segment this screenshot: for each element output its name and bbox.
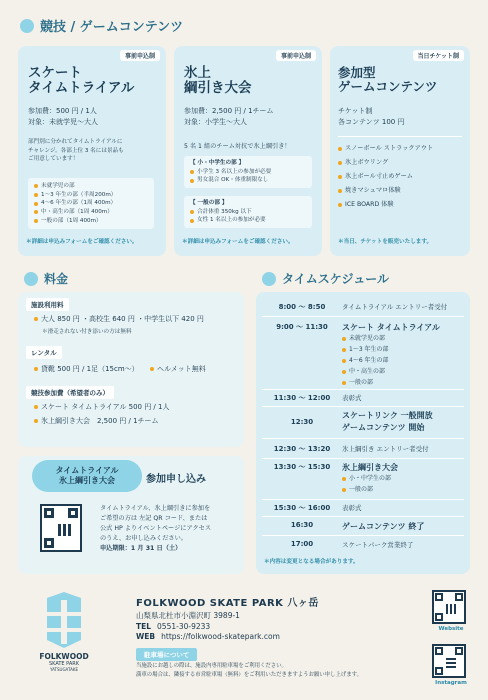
- bullet-icon: [34, 367, 38, 371]
- desc-text: 部門別に分かれてタイムトライアルに: [28, 139, 123, 145]
- facility-price: 大人 850 円 ・高校生 640 円 ・中学生以下 420 円: [41, 315, 204, 323]
- schedule-sub: 未就学児の部: [349, 335, 386, 342]
- venue-web: [136, 632, 280, 641]
- fee-text: 参加費：2,500 円 / 1チーム: [184, 107, 274, 115]
- apply-panel: [18, 456, 244, 574]
- schedule-event: タイムトライアル エントリー者受付: [342, 303, 448, 311]
- divider: [262, 389, 464, 390]
- schedule-time: 16:30: [290, 521, 314, 529]
- bullet-icon: [342, 337, 346, 341]
- schedule-event: スケートリンク 一般開放: [342, 411, 433, 420]
- venue-address: 山梨県北杜市小淵沢町 3989-1: [136, 611, 240, 620]
- qr-pattern-icon: [58, 524, 72, 536]
- schedule-event: 氷上綱引き大会: [342, 463, 398, 472]
- bullet-icon: [34, 184, 38, 188]
- schedule-row: [262, 322, 464, 388]
- apply-text: ご希望の方は 左記 QR コード、または: [100, 514, 208, 522]
- apply-badge: [32, 460, 142, 492]
- website-label: Website: [438, 626, 464, 632]
- desc-text: チャレンジ。各部上位 3 名には景品も: [28, 147, 124, 154]
- logo-subtext: YATSUGATAKE: [49, 667, 78, 672]
- bullet-icon: [338, 147, 342, 151]
- list-item: 氷上ボール寸止めゲーム: [345, 172, 413, 180]
- schedule-time: 11:30 〜 12:00: [273, 394, 331, 402]
- card-time-trial: [18, 46, 166, 256]
- bullet-icon: [342, 488, 346, 492]
- apply-badge-line2: 氷上綱引き大会: [59, 476, 115, 485]
- parking-text: 満車の場合は、隣接する市営駐車場（無料）をご利用いただきますようお願い申し上げます。: [136, 672, 362, 679]
- schedule-event: 氷上綱引き エントリー者受付: [342, 445, 429, 453]
- divider: [262, 316, 464, 317]
- rule-box-junior: [184, 156, 312, 188]
- schedule-time: 13:30 〜 15:30: [273, 463, 331, 471]
- bullet-icon: [338, 175, 342, 179]
- list-item: 4〜6 年生の部（1周 400m）: [41, 200, 117, 207]
- schedule-time: 12:30: [290, 418, 314, 426]
- qr-finder-icon: [44, 538, 54, 548]
- tag-badge: 事前申込制: [120, 50, 160, 61]
- card-title-line1: 氷上: [184, 65, 211, 81]
- facility-note: ＊滑走されない付き添いの方は無料: [42, 329, 132, 335]
- bullet-icon: [342, 348, 346, 352]
- target-text: 対象：未就学児〜大人: [28, 117, 98, 126]
- bullet-icon: [34, 219, 38, 223]
- list-item: 未就学児の部: [41, 183, 75, 189]
- schedule-row: [262, 503, 464, 513]
- bullet-icon: [150, 367, 154, 371]
- card-note: ＊詳細は申込みフォームをご確認ください。: [182, 239, 294, 245]
- card-note: ＊詳細は申込みフォームをご確認ください。: [26, 239, 138, 245]
- schedule-event: ゲームコンテンツ 開始: [342, 423, 425, 432]
- apply-title: 参加申し込み: [146, 474, 206, 485]
- fee-text: 参加費：500 円 / 1人: [28, 107, 97, 115]
- bullet-icon: [34, 210, 38, 214]
- list-item: 焼きマシュマロ体験: [345, 186, 401, 194]
- bullet-icon: [190, 210, 194, 214]
- website-qr-code[interactable]: [432, 590, 466, 624]
- schedule-sub: 一般の部: [349, 379, 374, 387]
- bullet-icon: [190, 219, 194, 223]
- divider: [262, 406, 464, 407]
- price-text: 各コンテンツ 100 円: [338, 117, 405, 126]
- qr-finder-icon: [435, 613, 443, 621]
- apply-deadline: 申込期限：1 月 31 日（土）: [100, 544, 182, 552]
- parking-heading: 駐車場について: [136, 648, 197, 661]
- web-label: WEB: [136, 632, 156, 641]
- bullet-icon: [342, 370, 346, 374]
- rule-box-general: [184, 196, 312, 228]
- logo-mark-icon: [43, 592, 85, 648]
- card-tug-of-war: [174, 46, 322, 256]
- bullet-icon: [342, 381, 346, 385]
- desc-text: ご用意しています！: [28, 156, 79, 163]
- facility-heading: 施設利用料: [26, 298, 69, 311]
- card-title-line2: 綱引き大会: [184, 80, 252, 97]
- schedule-row: [262, 410, 464, 434]
- qr-pattern-icon: [446, 658, 456, 668]
- list-item: 中・高生の部（1周 400m）: [41, 208, 113, 215]
- divider: [262, 499, 464, 500]
- circle-icon: [24, 272, 38, 286]
- list-item: ICE BOARD 体験: [345, 200, 394, 208]
- fees-panel: [18, 292, 244, 447]
- tel-number[interactable]: 0551-30-9233: [157, 622, 211, 631]
- schedule-row: [262, 393, 464, 403]
- section-header-fees: [24, 270, 68, 287]
- tel-label: TEL: [136, 622, 152, 631]
- bullet-icon: [338, 203, 342, 207]
- schedule-sub: 1〜3 年生の部: [349, 346, 389, 354]
- card-note: ＊当日、チケットを販売いたします。: [338, 239, 433, 245]
- entry-fee-tt: スケート タイムトライアル 500 円 / 1人: [41, 403, 170, 411]
- schedule-time: 8:00 〜 8:50: [278, 303, 326, 311]
- schedule-time: 15:30 〜 16:00: [273, 504, 331, 512]
- schedule-row: [262, 521, 464, 532]
- rule-box-heading: 【 小・中学生の部 】: [190, 160, 245, 166]
- qr-finder-icon: [44, 508, 54, 518]
- division-list: [28, 178, 154, 229]
- schedule-row: [262, 302, 464, 312]
- qr-finder-icon: [68, 508, 78, 518]
- bullet-icon: [34, 193, 38, 197]
- bullet-icon: [34, 405, 38, 409]
- tag-badge: 事前申込制: [276, 50, 316, 61]
- card-title-line2: タイムトライアル: [28, 80, 135, 97]
- qr-finder-icon: [455, 593, 463, 601]
- schedule-event: スケートパーク営業終了: [342, 541, 414, 549]
- instagram-qr-code[interactable]: [432, 644, 466, 678]
- list-item: 氷上ボウリング: [345, 158, 389, 166]
- tag-badge: 当日チケット制: [413, 50, 464, 61]
- card-title-line1: 参加型: [338, 65, 376, 80]
- bullet-icon: [338, 189, 342, 193]
- qr-pattern-icon: [446, 604, 456, 614]
- schedule-sub: 小・中学生の部: [349, 475, 392, 482]
- page-title: 競技 / ゲームコンテンツ: [40, 20, 184, 35]
- schedule-sub: 一般の部: [349, 486, 374, 494]
- schedule-row: [262, 540, 464, 549]
- rental-shoes: 貸靴 500 円 / 1足（15cm〜）: [41, 365, 139, 373]
- list-item: 1〜3 年生の部（半周200m）: [41, 191, 117, 198]
- circle-icon: [262, 272, 276, 286]
- section-header-games: [20, 16, 183, 35]
- target-text: 対象：小学生〜大人: [184, 117, 247, 126]
- schedule-event: 表彰式: [342, 504, 362, 512]
- bullet-icon: [190, 170, 194, 174]
- section-header-schedule: [262, 270, 389, 287]
- logo-subtext: SKATE PARK: [48, 661, 80, 667]
- bullet-icon: [34, 202, 38, 206]
- list-item: 女性 1 名以上の参加が必要: [197, 217, 266, 224]
- game-list: [338, 142, 464, 212]
- schedule-sub: 中・高生の部: [349, 368, 386, 376]
- list-item: 小学生 3 名以上の参加が必要: [197, 168, 272, 175]
- card-game-contents: [330, 46, 470, 256]
- schedule-note: ＊内容は変更となる場合があります。: [264, 559, 359, 565]
- venue-name: FOLKWOOD SKATE PARK 八ヶ岳: [136, 598, 319, 609]
- schedule-event: ゲームコンテンツ 終了: [342, 522, 425, 531]
- logo-text: FOLKWOOD: [39, 652, 89, 661]
- qr-finder-icon: [435, 667, 443, 675]
- schedule-sub: 4〜6 年生の部: [349, 357, 389, 365]
- divider: [262, 458, 464, 459]
- web-link[interactable]: https://folkwood-skatepark.com: [161, 632, 280, 641]
- list-item: 一般の部（1周 400m）: [41, 217, 102, 224]
- apply-qr-code[interactable]: [40, 504, 82, 552]
- bullet-icon: [34, 419, 38, 423]
- divider: [262, 438, 464, 439]
- list-item: 合計体重 350kg 以下: [197, 208, 252, 215]
- schedule-time: 17:00: [290, 540, 314, 548]
- list-item: スノーボール ストラックアウト: [345, 145, 434, 152]
- footer: [0, 586, 488, 700]
- folkwood-logo: [34, 592, 94, 692]
- bullet-icon: [342, 359, 346, 363]
- card-title-line1: スケート: [28, 65, 82, 81]
- bullet-icon: [34, 317, 38, 321]
- rental-heading: レンタル: [26, 346, 62, 359]
- bullet-icon: [338, 161, 342, 165]
- apply-badge-line1: タイムトライアル: [55, 466, 119, 475]
- schedule-time: 12:30 〜 13:20: [273, 445, 331, 453]
- instagram-label: Instagram: [435, 680, 467, 686]
- schedule-event: スケート タイムトライアル: [342, 323, 440, 332]
- rule-box-heading: 【 一般の部 】: [190, 200, 228, 206]
- schedule-event: 表彰式: [342, 394, 362, 402]
- fees-title: 料金: [44, 272, 69, 286]
- card-title-line2: ゲームコンテンツ: [338, 79, 438, 94]
- apply-text: 公式 HP よりイベントページにアクセス: [100, 524, 212, 532]
- schedule-time: 9:00 〜 11:30: [276, 323, 328, 331]
- rental-helmet: ヘルメット無料: [157, 365, 206, 373]
- qr-finder-icon: [435, 647, 443, 655]
- qr-finder-icon: [455, 647, 463, 655]
- ticket-text: チケット制: [338, 107, 373, 115]
- divider: [338, 136, 462, 137]
- bullet-icon: [342, 477, 346, 481]
- circle-icon: [20, 19, 34, 33]
- desc-text: 5 名 1 組のチーム対抗で氷上綱引き！: [184, 143, 291, 150]
- bullet-icon: [190, 179, 194, 183]
- parking-text: 当施設にお越しの際は、施設内専用駐車場をご利用ください。: [136, 663, 287, 669]
- apply-text: のうえ、お申し込みください。: [100, 534, 187, 542]
- divider: [262, 535, 464, 536]
- divider: [262, 516, 464, 517]
- schedule-title: タイムスケジュール: [282, 272, 390, 286]
- schedule-row: [262, 444, 464, 454]
- schedule-row: [262, 462, 464, 495]
- list-item: 男女混合 OK・体重制限なし: [197, 177, 269, 184]
- entry-fee-tug: 氷上綱引き大会 2,500 円 / 1チーム: [41, 417, 159, 425]
- schedule-panel: [256, 292, 470, 574]
- entry-heading: 競技参加費（希望者のみ）: [26, 386, 114, 399]
- apply-text: タイムトライアル、氷上綱引きに参加を: [100, 505, 211, 512]
- venue-tel: [136, 622, 210, 631]
- qr-finder-icon: [435, 593, 443, 601]
